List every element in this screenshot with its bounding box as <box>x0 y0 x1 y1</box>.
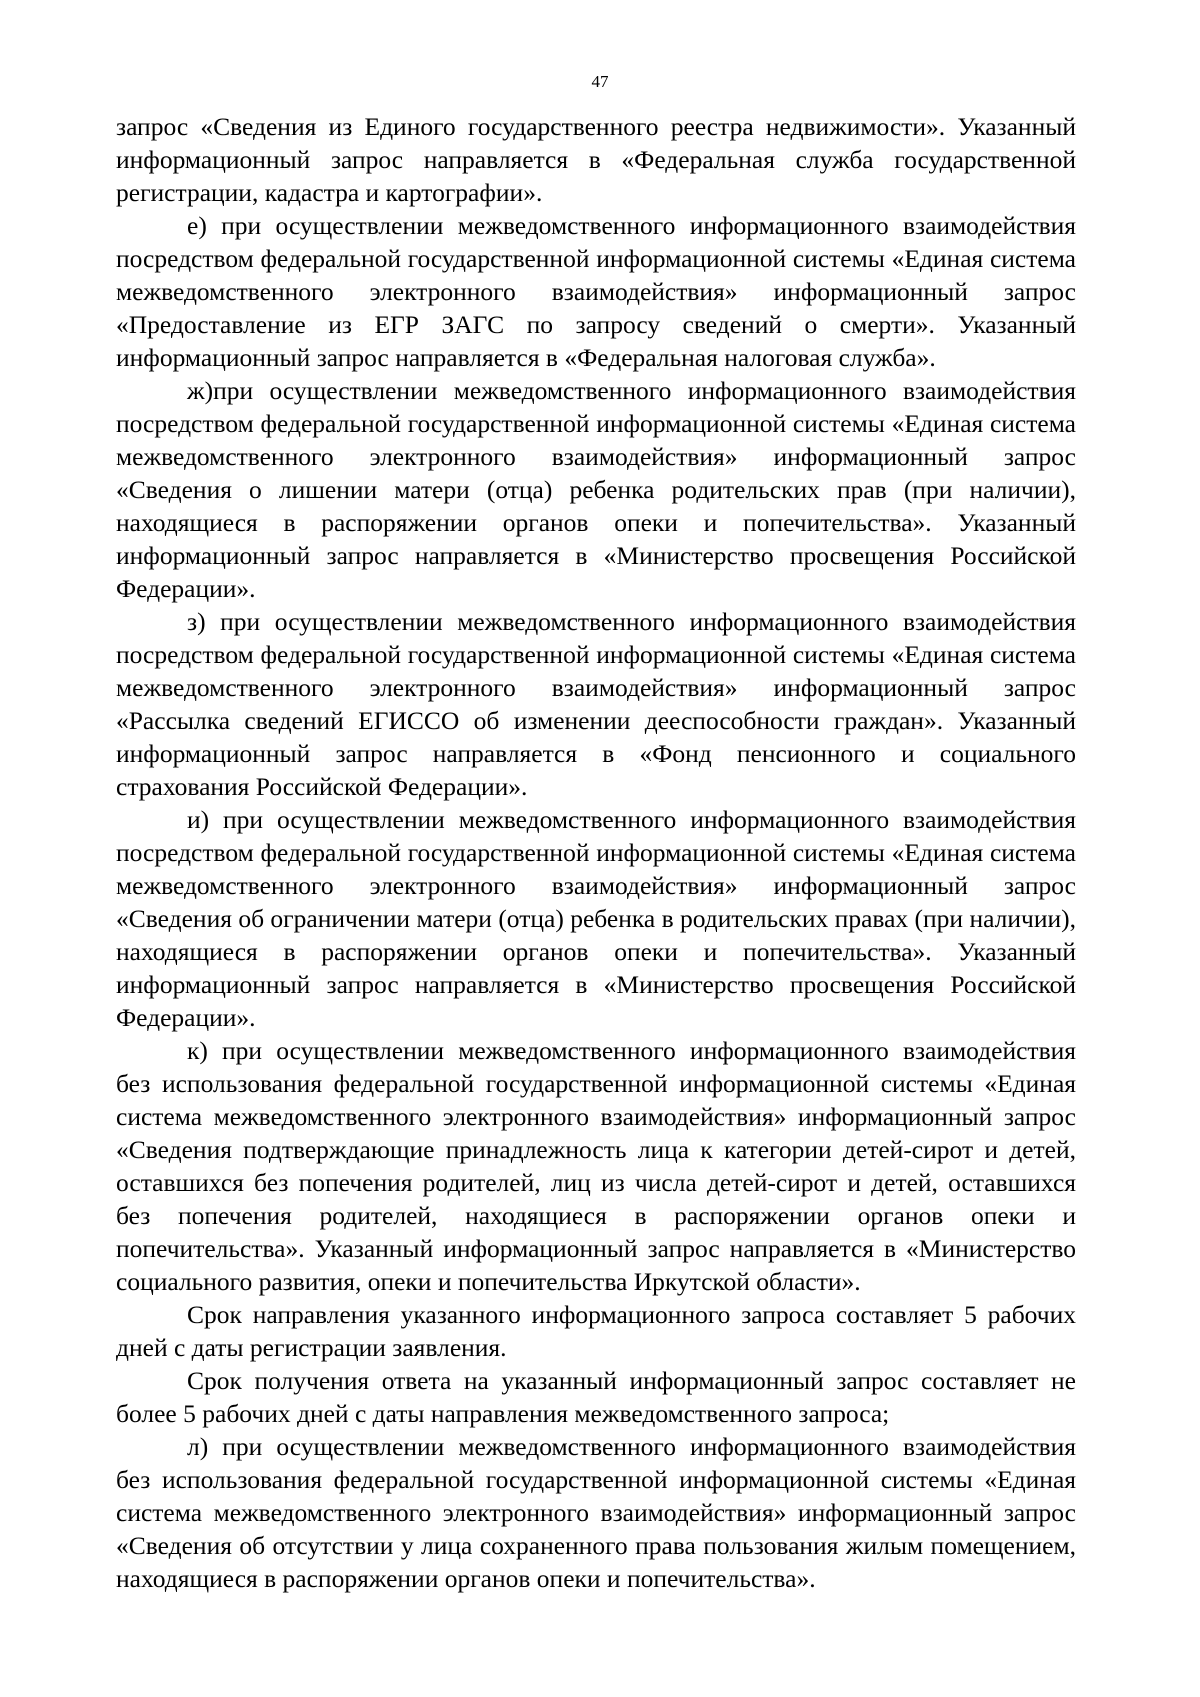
paragraph-send-deadline: Срок направления указанного информационного запроса составляет 5 рабочих дней с даты регистрации заявления. <box>116 1300 1076 1362</box>
paragraph-item-i: и) при осуществлении межведомственного информационного взаимодействия посредством федеральной государственной информационной системы «Единая система межведомственного электронного взаимодействия» информационный запрос «Сведения об ограничении матери (отца) ребенка в родительских правах (при наличии), находящиеся в распоряжении органов опеки и попечительства». Указанный информационный запрос направляется в «Министерство просвещения Российской Федерации». <box>116 805 1076 1032</box>
document-body <box>116 110 1076 1595</box>
paragraph-item-zh: ж)при осуществлении межведомственного информационного взаимодействия посредством федеральной государственной информационной системы «Единая система межведомственного электронного взаимодействия» информационный запрос «Сведения о лишении матери (отца) ребенка родительских прав (при наличии), находящиеся в распоряжении органов опеки и попечительства». Указанный информационный запрос направляется в «Министерство просвещения Российской Федерации». <box>116 376 1076 603</box>
paragraph-response-deadline: Срок получения ответа на указанный информационный запрос составляет не более 5 рабочих дней с даты направления межведомственного запроса; <box>116 1366 1076 1428</box>
page-number: 47 <box>591 72 609 91</box>
paragraph-item-e: е) при осуществлении межведомственного информационного взаимодействия посредством федеральной государственной информационной системы «Единая система межведомственного электронного взаимодействия» информационный запрос «Предоставление из ЕГР ЗАГС по запросу сведений о смерти». Указанный информационный запрос направляется в «Федеральная налоговая служба». <box>116 211 1076 372</box>
paragraph-item-l: л) при осуществлении межведомственного информационного взаимодействия без использования федеральной государственной информационной системы «Единая система межведомственного электронного взаимодействия» информационный запрос «Сведения об отсутствии у лица сохраненного права пользования жилым помещением, находящиеся в распоряжении органов опеки и попечительства». <box>116 1432 1076 1593</box>
paragraph-continuation: запрос «Сведения из Единого государственного реестра недвижимости». Указанный информационный запрос направляется в «Федеральная служба государственной регистрации, кадастра и картографии». <box>116 112 1076 207</box>
paragraph-item-z: з) при осуществлении межведомственного информационного взаимодействия посредством федеральной государственной информационной системы «Единая система межведомственного электронного взаимодействия» информационный запрос «Рассылка сведений ЕГИССО об изменении дееспособности граждан». Указанный информационный запрос направляется в «Фонд пенсионного и социального страхования Российской Федерации». <box>116 607 1076 801</box>
paragraph-item-k: к) при осуществлении межведомственного информационного взаимодействия без использования федеральной государственной информационной системы «Единая система межведомственного электронного взаимодействия» информационный запрос «Сведения подтверждающие принадлежность лица к категории детей-сирот и детей, оставшихся без попечения родителей, лиц из числа детей-сирот и детей, оставшихся без попечения родителей, находящиеся в распоряжении органов опеки и попечительства». Указанный информационный запрос направляется в «Министерство социального развития, опеки и попечительства Иркутской области». <box>116 1036 1076 1296</box>
